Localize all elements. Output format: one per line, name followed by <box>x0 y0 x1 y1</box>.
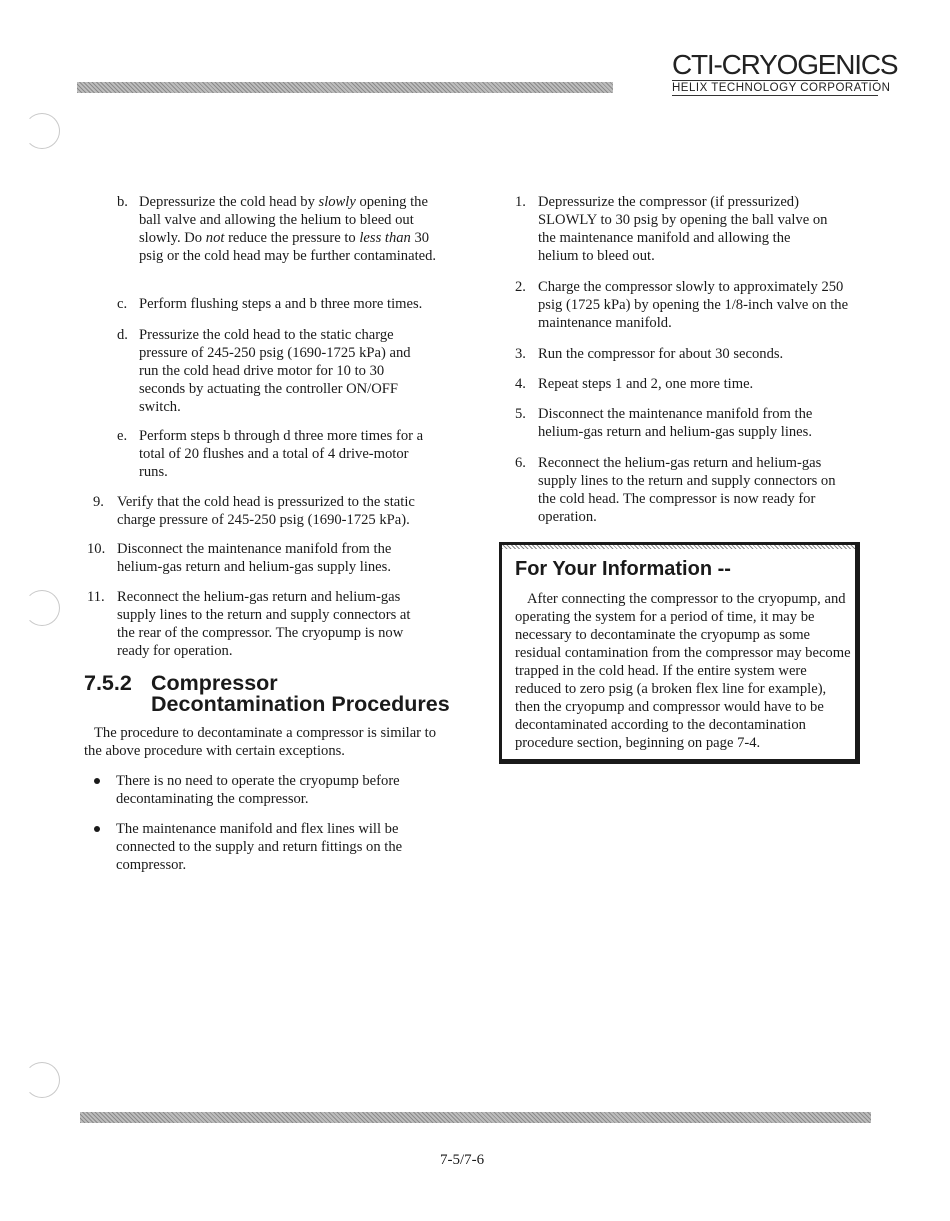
fyi-box-shading <box>502 545 855 549</box>
step-11-text: Reconnect the helium-gas return and helium-gas supply lines to the return and supply connectors at the rear of the compressor. The cryopump is now ready for operation. <box>117 589 411 659</box>
step-d-text: Pressurize the cold head to the static charge pressure of 245-250 psig (1690-1725 kPa) and run the cold head drive motor for 10 to 30 seconds by actuating the controller ON/OFF switch. <box>139 327 411 415</box>
section-title-line-2: Decontamination Procedures <box>151 692 450 716</box>
logo-subtitle: HELIX TECHNOLOGY CORPORATION <box>672 82 891 94</box>
step-b-text-1: Depressurize the cold head by <box>139 194 319 210</box>
step-3-text: Run the compressor for about 30 seconds. <box>538 346 784 362</box>
header-rule <box>77 82 613 93</box>
bullet-2-dot <box>94 826 100 832</box>
company-logo <box>672 49 898 96</box>
step-b-text <box>139 193 439 265</box>
section-title-line-1: Compressor <box>151 671 278 695</box>
step-4-text: Repeat steps 1 and 2, one more time. <box>538 376 754 392</box>
fyi-text: After connecting the compressor to the cryopump, and operating the system for a period of time, it may be necessary to decontaminate the cryopump as some residual contamination from the compressor may become trapped in the cold head. If the entire system were reduced to zero psig (a broken flex line for example), then the cryopump and compressor would have to be decontaminated according to the decontamination procedure section, beginning on page 7-4. <box>515 591 851 751</box>
fyi-title: For Your Information -- <box>515 558 731 580</box>
step-10-marker: 10. <box>87 541 106 557</box>
step-2-text: Charge the compressor slowly to approximately 250 psig (1725 kPa) by opening the 1/8-inch valve on the maintenance manifold. <box>538 279 849 331</box>
step-5-marker: 5. <box>515 406 526 422</box>
page-number: 7-5/7-6 <box>440 1152 485 1168</box>
footer-rule <box>80 1112 871 1123</box>
section-number: 7.5.2 <box>84 671 132 695</box>
step-b-emphasis-not: not <box>205 230 225 246</box>
step-b-emphasis-slowly: slowly <box>318 194 356 210</box>
step-10-text: Disconnect the maintenance manifold from the helium-gas return and helium-gas supply lines. <box>117 541 392 575</box>
logo-main-text: CTI-CRYOGENICS <box>672 49 898 80</box>
binder-hole-middle <box>24 590 60 626</box>
step-c-marker: c. <box>117 296 128 312</box>
step-d-marker: d. <box>117 327 128 343</box>
step-1-marker: 1. <box>515 194 526 210</box>
step-e-marker: e. <box>117 428 128 444</box>
step-6-text: Reconnect the helium-gas return and helium-gas supply lines to the return and supply connectors on the cold head. The compressor is now ready for operation. <box>538 455 836 525</box>
bullet-2-text: The maintenance manifold and flex lines will be connected to the supply and return fittings on the compressor. <box>116 821 403 873</box>
step-b-text-4: 30 psig or the cold head may be further contaminated. <box>139 230 437 264</box>
bullet-1-text: There is no need to operate the cryopump before decontaminating the compressor. <box>116 773 400 807</box>
bullet-1-dot <box>94 778 100 784</box>
step-b-text-3: reduce the pressure to <box>224 230 360 246</box>
binder-hole-top <box>24 113 60 149</box>
section-intro: The procedure to decontaminate a compressor is similar to the above procedure with certain exceptions. <box>84 725 437 759</box>
step-b-emphasis-less-than: less than <box>359 230 411 246</box>
step-9-marker: 9. <box>93 494 104 510</box>
step-6-marker: 6. <box>515 455 526 471</box>
step-3-marker: 3. <box>515 346 526 362</box>
step-4-marker: 4. <box>515 376 526 392</box>
step-b-text-2: opening the ball valve and allowing the helium to bleed out slowly. Do <box>139 194 428 246</box>
step-c-text: Perform flushing steps a and b three more times. <box>139 296 423 312</box>
step-5-text: Disconnect the maintenance manifold from the helium-gas return and helium-gas supply lines. <box>538 406 813 440</box>
step-9-text: Verify that the cold head is pressurized to the static charge pressure of 245-250 psig (1690-1725 kPa). <box>117 494 415 528</box>
binder-hole-bottom <box>24 1062 60 1098</box>
fyi-callout-box <box>499 542 860 764</box>
step-2-marker: 2. <box>515 279 526 295</box>
step-b-marker: b. <box>117 194 128 210</box>
step-e-text: Perform steps b through d three more times for a total of 20 flushes and a total of 4 drive-motor runs. <box>139 428 424 480</box>
step-1-text: Depressurize the compressor (if pressurized) SLOWLY to 30 psig by opening the ball valve on the maintenance manifold and allowing the helium to bleed out. <box>538 194 828 264</box>
step-11-marker: 11. <box>87 589 105 605</box>
